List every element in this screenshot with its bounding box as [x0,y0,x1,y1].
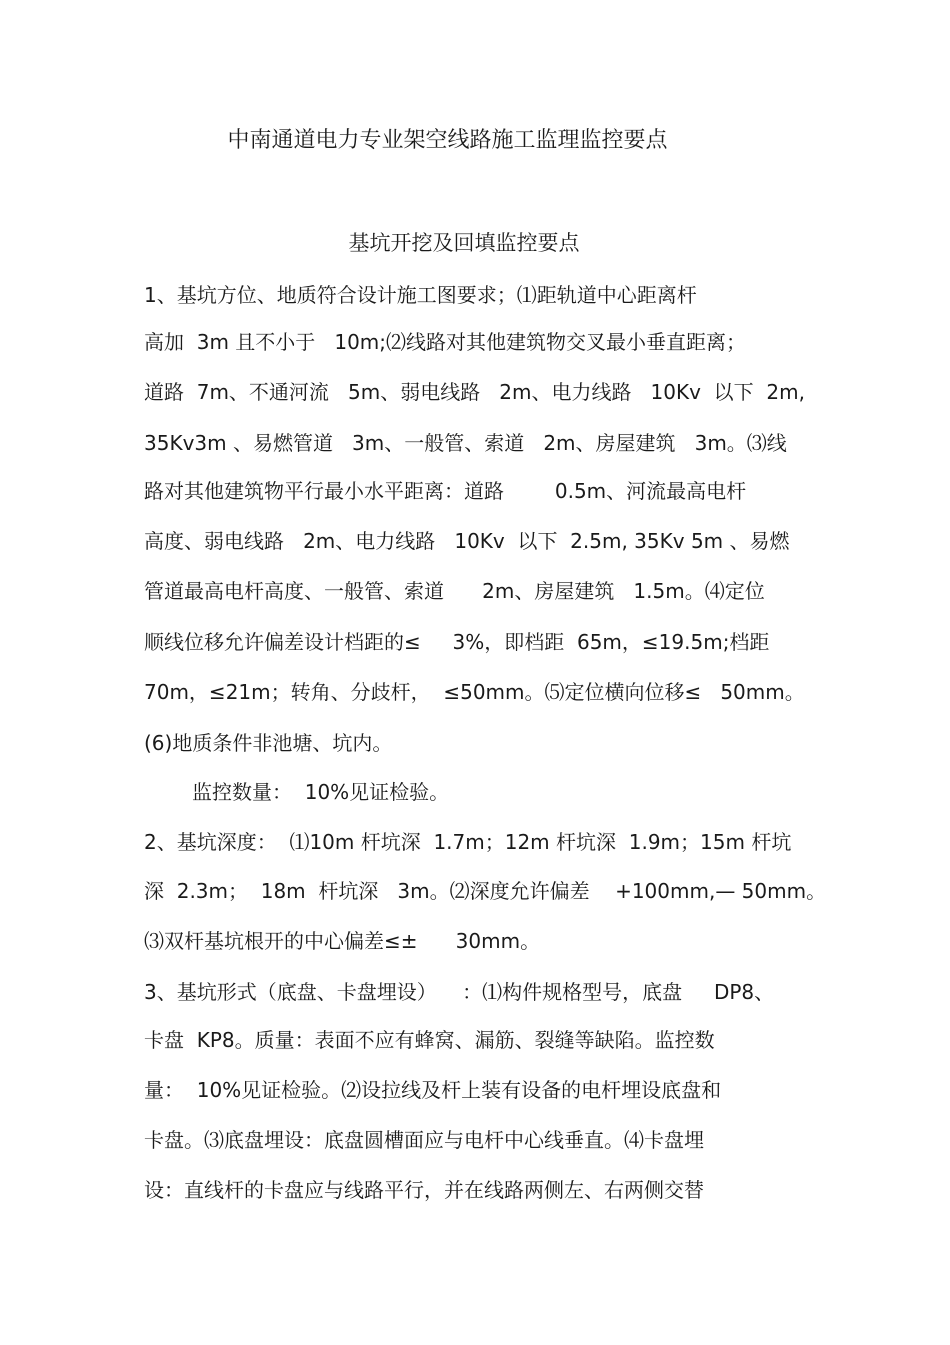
body-line: 高加 3m 且不小于 10m;⑵线路对其他建筑物交叉最小垂直距离； [144,330,747,354]
body-line: 路对其他建筑物平行最小水平距离：道路 0.5m、河流最高电杆 [144,479,747,503]
section-heading: 基坑开挖及回填监控要点 [348,231,580,255]
body-line: 深 2.3m； 18m 杆坑深 3m。⑵深度允许偏差 +100mm,— 50mm。 [144,879,827,903]
body-line: 设：直线杆的卡盘应与线路平行，并在线路两侧左、右两侧交替 [144,1178,704,1202]
body-line: 2、基坑深度： ⑴10m 杆坑深 1.7m；12m 杆坑深 1.9m；15m 杆坑 [144,830,792,854]
body-line-indented: 监控数量： 10%见证检验。 [192,780,450,804]
body-line: 35Kv3m 、易燃管道 3m、一般管、索道 2m、房屋建筑 3m。⑶线 [144,431,787,455]
body-line: 顺线位移允许偏差设计档距的≤ 3%，即档距 65m，≤19.5m;档距 [144,630,770,654]
document-title: 中南通道电力专业架空线路施工监理监控要点 [227,128,668,153]
body-line: 3、基坑形式（底盘、卡盘埋设） ：⑴构件规格型号，底盘 DP8、 [144,980,775,1004]
body-line: 卡盘 KP8。质量：表面不应有蜂窝、漏筋、裂缝等缺陷。监控数 [144,1028,715,1052]
body-line: 70m，≤21m；转角、分歧杆， ≤50mm。⑸定位横向位移≤ 50mm。 [144,680,805,704]
body-line: (6)地质条件非池塘、坑内。 [144,731,393,755]
body-line: 卡盘。⑶底盘埋设：底盘圆槽面应与电杆中心线垂直。⑷卡盘埋 [144,1128,704,1152]
body-line: 量： 10%见证检验。⑵设拉线及杆上装有设备的电杆埋设底盘和 [144,1078,722,1102]
body-line: 道路 7m、不通河流 5m、弱电线路 2m、电力线路 10Kv 以下 2m, [144,380,805,404]
body-line: ⑶双杆基坑根开的中心偏差≤± 30mm。 [144,929,541,953]
body-line: 高度、弱电线路 2m、电力线路 10Kv 以下 2.5m, 35Kv 5m 、易燃 [144,529,790,553]
body-line: 1、基坑方位、地质符合设计施工图要求；⑴距轨道中心距离杆 [144,283,697,307]
body-line: 管道最高电杆高度、一般管、索道 2m、房屋建筑 1.5m。⑷定位 [144,579,765,603]
